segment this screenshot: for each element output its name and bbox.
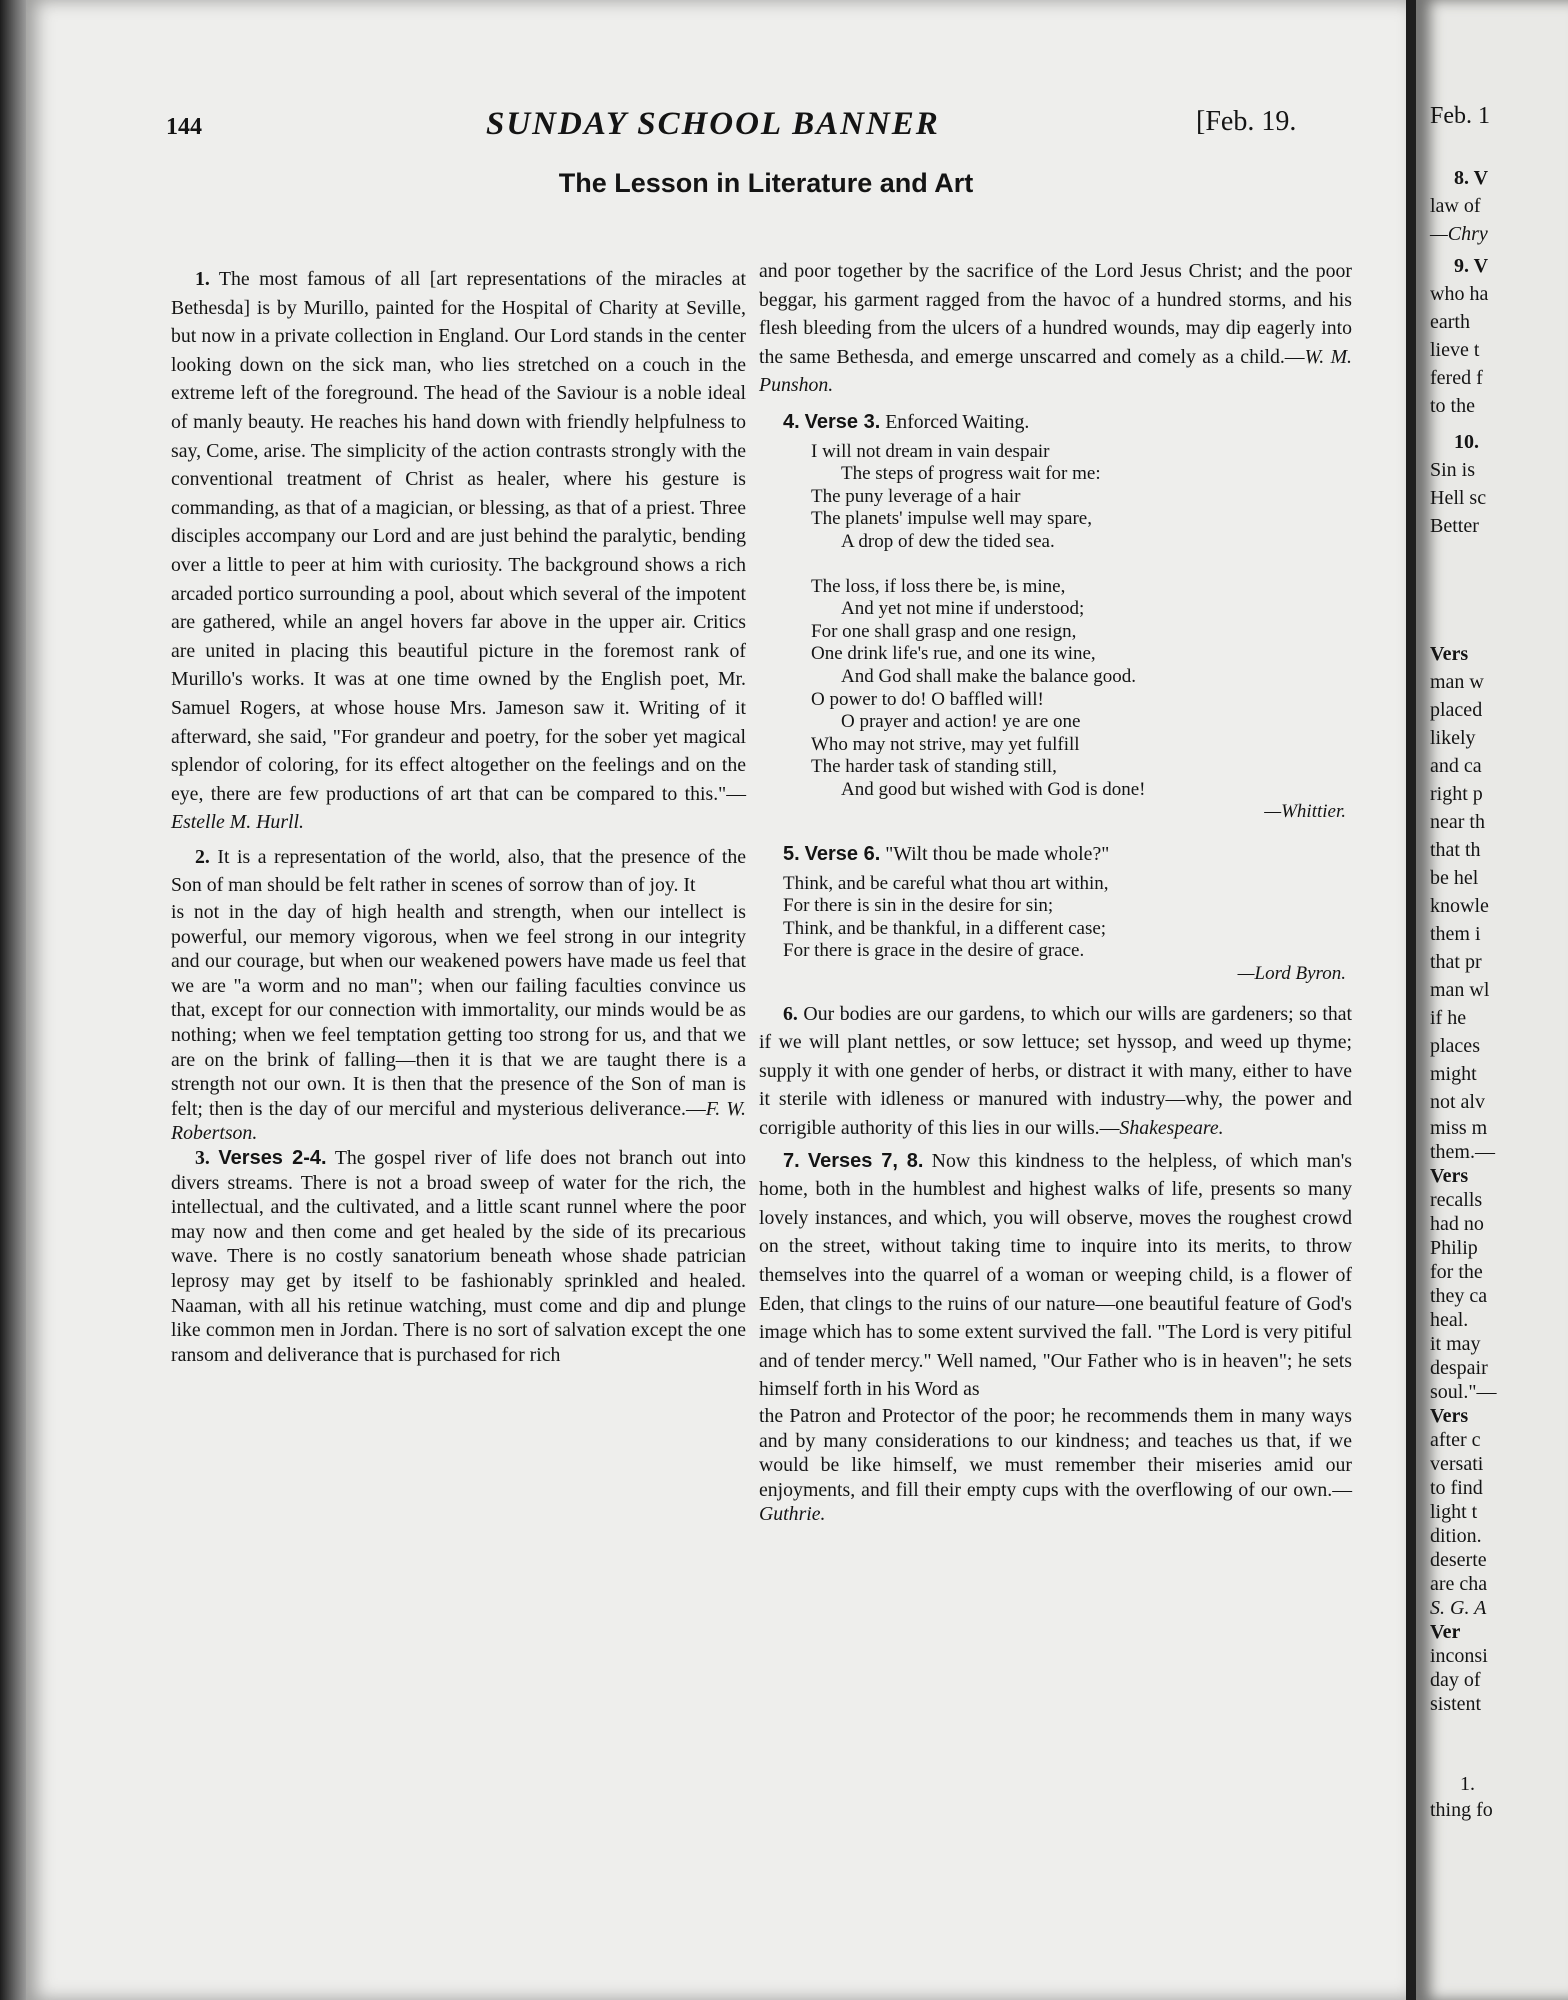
right-page-text: knowle (1430, 895, 1489, 917)
right-page-text: miss m (1430, 1117, 1488, 1139)
right-page-text: dition. (1430, 1525, 1482, 1547)
right-page-text: for the (1430, 1261, 1483, 1283)
right-page-text: it may (1430, 1333, 1481, 1355)
paragraph-3 (171, 1146, 746, 1367)
poem-attribution: —Whittier. (1264, 801, 1346, 823)
attribution: Estelle M. Hurll. (171, 811, 304, 834)
paragraph-text: Now this kindness to the helpless, of which man's home, both in the humblest and highest walks of life, presents so many lovely instances, and which, you will observe, moves the roughest crowd on the street, without taking time to inquire into its merits, to throw themselves into the quarrel of a woman or weeping child, is a flower of Eden, that clings to the ruins of our nature—one beautiful feature of God's image which has to some extent survived the fall. "The Lord is very pitiful and of tender mercy." Well named, "Our Father who is in heaven"; he sets himself forth in his Word as (759, 1149, 1352, 1401)
paragraph-text: Our bodies are our gardens, to which our wills are gardeners; so that if we will plant nettles, or sow lettuce; set hyssop, and weed up thyme; supply it with one gender of herbs, or distract it with many, either to have it sterile with idleness or manured with industry—why, the power and corrigible authority of this lies in our wills.— (759, 1002, 1352, 1139)
left-page (26, 0, 1406, 2000)
poem-line: For one shall grasp and one resign, (811, 620, 1077, 642)
right-page-text: had no (1430, 1213, 1484, 1235)
right-page-text: lieve t (1430, 339, 1480, 361)
right-page-text: day of (1430, 1669, 1481, 1691)
poem-line: O power to do! O baffled will! (811, 688, 1044, 710)
right-page-text: thing fo (1430, 1799, 1493, 1821)
right-page-text: light t (1430, 1501, 1478, 1523)
right-page-text: Vers (1430, 643, 1469, 665)
right-page-text: 9. V (1454, 255, 1489, 277)
paragraph-text: The most famous of all [art representations of the miracles at Bethesda] is by Murillo, painted for the Hospital of Charity at Seville, but now in a private collection in England. Our Lord stands in the center looking down on the sick man, who lies stretched on a couch in the extreme left of the foreground. The head of the Saviour is a noble ideal of manly beauty. He reaches his hand down with friendly helpfulness to say, Come, arise. The simplicity of the action contrasts strongly with the conventional treatment of Christ as healer, where his gesture is commanding, as that of a magician, or blessing, as that of a priest. Three disciples accompany our Lord and are just behind the paralytic, bending over a little to peer at him with curiosity. The background shows a rich arcaded portico surrounding a pool, about which several of the impotent are gathered, while an angel hovers far above in the upper air. Critics are united in placing this beautiful picture in the foremost rank of Murillo's works. It was at one time owned by the English poet, Mr. Samuel Rogers, at whose house Mrs. Jameson saw it. Writing of it afterward, she said, "For grandeur and poetry, for the sober yet magical splendor of coloring, for its effect altogether on the feelings and on the eye, there are few productions of art that can be compared to this."— (171, 268, 746, 805)
right-page-text: heal. (1430, 1309, 1469, 1331)
poem-line: Think, and be careful what thou art within, (783, 872, 1109, 894)
attribution: Guthrie. (759, 1503, 826, 1526)
right-page-text: law of (1430, 195, 1481, 217)
right-page-text: Philip (1430, 1237, 1478, 1259)
poem-line: The steps of progress wait for me: (841, 463, 1101, 485)
right-page-text: them.— (1430, 1141, 1495, 1163)
right-page-text: 1. (1460, 1773, 1475, 1795)
right-page-text: Better (1430, 515, 1479, 537)
poem-line: For there is grace in the desire of grace. (783, 940, 1085, 962)
right-page-text: right p (1430, 783, 1483, 805)
right-page-text: be hel (1430, 867, 1479, 889)
paragraph-3-continued (759, 257, 1352, 400)
right-page-text: fered f (1430, 367, 1483, 389)
issue-date: [Feb. 19. (1196, 106, 1297, 137)
verse-heading: Verse 3. (804, 410, 881, 433)
right-page-text: places (1430, 1035, 1480, 1057)
paragraph-6 (759, 1000, 1352, 1143)
running-head: SUNDAY SCHOOL BANNER (486, 106, 940, 142)
paragraph-text: The gospel river of life does not branch out into divers streams. There is not a broad sweep of water for the rich, the intellectual, and the cultivated, and a little scant runnel where the poor may now and then come and get healed by the side of its precarious wave. There is no costly sanatorium beneath whose shade patrician leprosy may get by itself to be fashionably sprinkled and healed. Naaman, with all his retinue watching, must come and dip and plunge like common men in Jordan. There is no sort of salvation except the one ransom and deliverance that is purchased for rich (171, 1147, 747, 1366)
poem-line: Think, and be thankful, in a different case; (783, 917, 1107, 939)
item-number: 3. (195, 1147, 210, 1169)
paragraph-text: and poor together by the sacrifice of the Lord Jesus Christ; and the poor beggar, his garment ragged from the havoc of a hundred storms, and his flesh bleeding from the ulcers of a hundred wounds, may dip eagerly into the same Bethesda, and emerge unscarred and comely as a child.— (759, 260, 1352, 368)
item-number: 5. (783, 843, 800, 866)
poem-line: A drop of dew the tided sea. (841, 530, 1055, 552)
right-page-text: Hell sc (1430, 487, 1487, 509)
paragraph-2 (171, 843, 746, 900)
right-page-text: Feb. 1 (1430, 103, 1490, 129)
right-page-text: them i (1430, 923, 1481, 945)
paragraph-text: is not in the day of high health and strength, when our intellect is powerful, our memory vigorous, when we feel strong in our integrity and our courage, but when our weakened powers have made us feel that we are "a worm and no man"; when our failing faculties convince us that, except for our connection with immortality, our minds would be as nothing; when we feel temptation getting too strong for us, and that we are on the brink of falling—then it is that we are taught there is a strength not our own. It is then that the presence of the Son of man is felt; then is the day of our merciful and mysterious deliverance.— (171, 901, 746, 1120)
poem-line: I will not dream in vain despair (811, 440, 1050, 462)
item-number: 7. (783, 1149, 800, 1172)
right-page-text: if he (1430, 1007, 1467, 1029)
right-page-text: man wl (1430, 979, 1490, 1001)
verse-heading: Verses 7, 8. (807, 1149, 924, 1172)
right-page-text: to find (1430, 1477, 1483, 1499)
poem-line: The puny leverage of a hair (811, 485, 1021, 507)
right-page-text: they ca (1430, 1285, 1488, 1307)
right-page-text: who ha (1430, 283, 1489, 305)
item-number: 2. (195, 845, 210, 868)
verse-heading: Verse 6. (804, 843, 881, 866)
right-page-text: are cha (1430, 1573, 1488, 1595)
poem-line: The planets' impulse well may spare, (811, 508, 1092, 530)
attribution: W. M. Punshon. (759, 345, 1352, 397)
right-page-text: inconsi (1430, 1645, 1488, 1667)
page-number: 144 (166, 114, 202, 140)
right-page-text: sistent (1430, 1693, 1482, 1715)
poem-whittier (811, 441, 1352, 825)
poem-line: For there is sin in the desire for sin; (783, 895, 1054, 917)
right-page-text: —Chry (1430, 223, 1488, 245)
right-page-text: that th (1430, 839, 1481, 861)
paragraph-7 (759, 1147, 1352, 1404)
poem-line: One drink life's rue, and one its wine, (811, 643, 1096, 665)
poem-attribution: —Lord Byron. (1237, 963, 1346, 985)
right-page-text: deserte (1430, 1549, 1487, 1571)
right-page-fragment (1416, 0, 1568, 2000)
poem-byron (783, 873, 1352, 986)
item-number: 1. (195, 268, 210, 290)
right-page-text: placed (1430, 699, 1483, 721)
right-page-text: near th (1430, 811, 1485, 833)
poem-line: The harder task of standing still, (811, 756, 1057, 778)
attribution: Shakespeare. (1119, 1117, 1224, 1139)
right-page-text: that pr (1430, 951, 1482, 973)
right-page-text: versati (1430, 1453, 1484, 1475)
column-left (171, 265, 746, 1367)
right-page-text: might (1430, 1063, 1477, 1085)
poem-line: The loss, if loss there be, is mine, (811, 575, 1066, 597)
paragraph-7-continued (759, 1404, 1352, 1527)
section-title: "Wilt thou be made whole?" (885, 843, 1110, 866)
poem-line: And yet not mine if understood; (841, 598, 1085, 620)
right-page-text: Sin is (1430, 459, 1476, 481)
right-page-text: soul."— (1430, 1381, 1497, 1403)
section-title: Enforced Waiting. (885, 410, 1030, 433)
poem-line: And good but wished with God is done! (841, 778, 1146, 800)
right-page-text: despair (1430, 1357, 1488, 1379)
book-spine-edge (0, 0, 26, 2000)
right-page-text: after c (1430, 1429, 1481, 1451)
paragraph-2-continued (171, 900, 746, 1146)
item-number: 6. (783, 1002, 798, 1025)
right-page-text: Vers (1430, 1405, 1469, 1427)
column-right (759, 257, 1352, 1527)
poem-line: And God shall make the balance good. (841, 665, 1136, 687)
paragraph-text: the Patron and Protector of the poor; he recommends them in many ways and by many considerations to our kindness; and teaches us that, if we would be like himself, we must remember their miseries amid our enjoyments, and fill their empty cups with the overflowing of our own.— (759, 1404, 1352, 1501)
right-page-text: 8. V (1454, 167, 1489, 189)
paragraph-text: It is a representation of the world, also, that the presence of the Son of man should be felt rather in scenes of sorrow than of joy. It (171, 845, 746, 897)
page-header (26, 100, 1406, 160)
right-page-text: likely (1430, 727, 1476, 749)
section-4-heading (759, 408, 1352, 437)
poem-line: Who may not strive, may yet fulfill (811, 733, 1080, 755)
section-5-heading (759, 840, 1352, 869)
poem-line: O prayer and action! ye are one (841, 711, 1081, 733)
right-page-text: and ca (1430, 755, 1482, 777)
article-title: The Lesson in Literature and Art (558, 168, 974, 198)
right-page-text: recalls (1430, 1189, 1483, 1211)
right-page-text: 10. (1454, 431, 1479, 453)
item-number: 4. (783, 410, 800, 433)
right-page-text: to the (1430, 395, 1475, 417)
attribution: F. W. Robertson. (171, 1097, 746, 1145)
paragraph-1 (171, 265, 746, 837)
right-page-text: Ver (1430, 1621, 1461, 1643)
book-gutter (1406, 0, 1416, 2000)
right-page-text: S. G. A (1430, 1597, 1487, 1619)
verse-heading: Verses 2-4. (218, 1147, 327, 1169)
right-page-text: not alv (1430, 1091, 1485, 1113)
right-page-text: man w (1430, 671, 1484, 693)
right-page-text: earth (1430, 311, 1470, 333)
right-page-text: Vers (1430, 1165, 1469, 1187)
